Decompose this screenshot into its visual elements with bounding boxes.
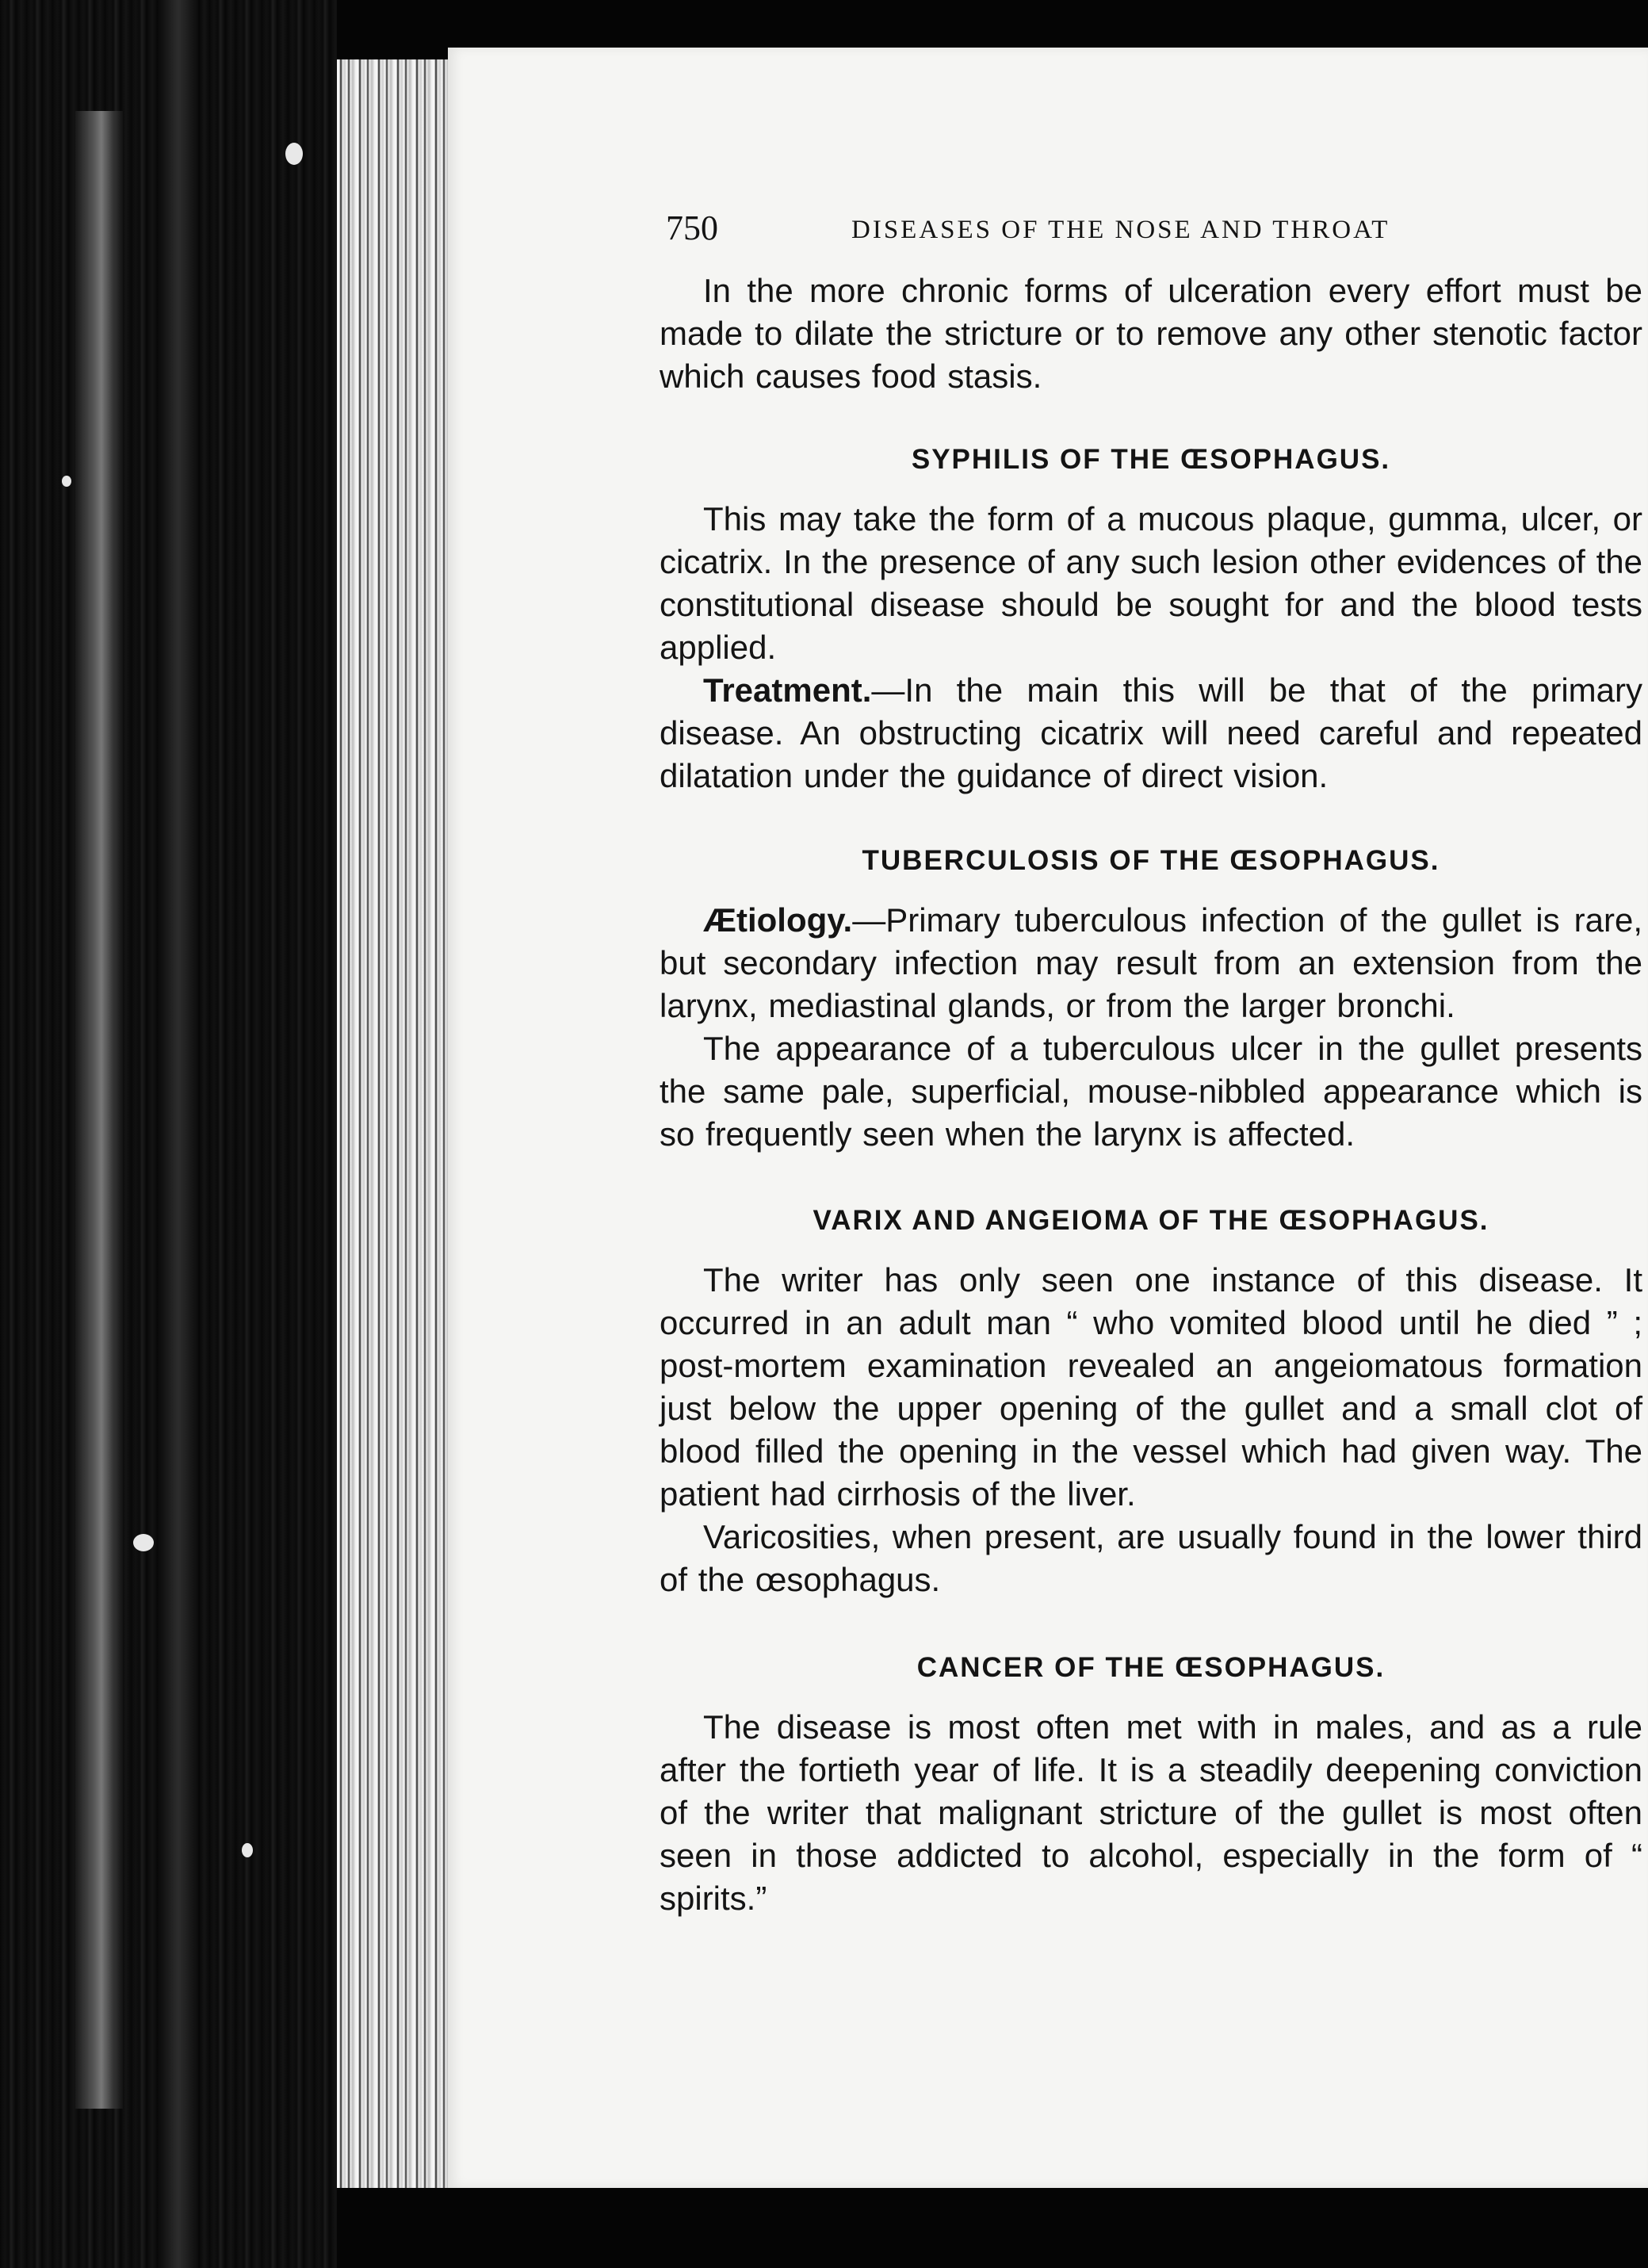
section-heading-syphilis: SYPHILIS OF THE ŒSOPHAGUS. [911, 444, 1391, 475]
running-header [660, 208, 1642, 255]
section-heading-varix: VARIX AND ANGEIOMA OF THE ŒSOPHAGUS. [813, 1205, 1489, 1236]
paragraph-text: —Primary tuberculous infection of the gullet is rare, but secondary infection may result from an extension from the larynx, mediastinal glands, or from the larger bronchi. [660, 901, 1642, 1024]
page-edges [337, 59, 448, 2200]
binding-highlight [75, 111, 123, 2109]
scan-speck [62, 476, 71, 487]
scan-bottom-border [337, 2188, 1648, 2268]
page-content [660, 208, 1642, 1920]
varix-paragraph-2: Varicosities, when present, are usually found in the lower third of the œsophagus. [660, 1518, 1642, 1598]
run-in-heading: Treatment. [703, 671, 872, 709]
binding-shadow [159, 0, 198, 2268]
page-number: 750 [666, 208, 718, 247]
tuberculosis-paragraph-2: The appearance of a tuberculous ulcer in the gullet presents the same pale, superficial, mouse-nibbled appearance which is so frequently seen when the larynx is affected. [660, 1030, 1642, 1153]
section-heading-cancer: CANCER OF THE ŒSOPHAGUS. [916, 1652, 1386, 1683]
cancer-paragraph-1: The disease is most often met with in males, and as a rule after the fortieth year of life. It is a steadily deepening conviction of the writer that malignant stricture of the gullet is most often seen in those addicted to alcohol, especially in the form of “ spirits.” [660, 1708, 1642, 1917]
paragraph-text: —In the main this will be that of the primary disease. An obstructing cicatrix will need careful and repeated dilatation under the guidance of direct vision. [660, 671, 1642, 794]
run-in-heading: Ætiology. [703, 901, 853, 939]
scan-speck [242, 1843, 253, 1857]
running-title: DISEASES OF THE NOSE AND THROAT [851, 216, 1390, 244]
syphilis-paragraph-1: This may take the form of a mucous plaque, gumma, ulcer, or cicatrix. In the presence of any such lesion other evidences of the constitutional disease should be sought for and the blood tests applied. [660, 500, 1642, 666]
varix-paragraph-1: The writer has only seen one instance of this disease. It occurred in an adult man “ who vomited blood until he died ” ; post-mortem examination revealed an angeiomatous formation just below the upper opening of the gullet and a small clot of blood filled the opening in the vessel which had given way. The patient had cirrhosis of the liver. [660, 1261, 1642, 1513]
scan-speck [133, 1534, 154, 1551]
section-heading-tuberculosis: TUBERCULOSIS OF THE ŒSOPHAGUS. [862, 845, 1440, 876]
intro-paragraph: In the more chronic forms of ulceration every effort must be made to dilate the stricture or to remove any other stenotic factor which causes food stasis. [660, 272, 1642, 395]
syphilis-treatment-paragraph [660, 669, 1642, 797]
tuberculosis-aetiology-paragraph [660, 899, 1642, 1027]
scan-speck [285, 143, 303, 165]
